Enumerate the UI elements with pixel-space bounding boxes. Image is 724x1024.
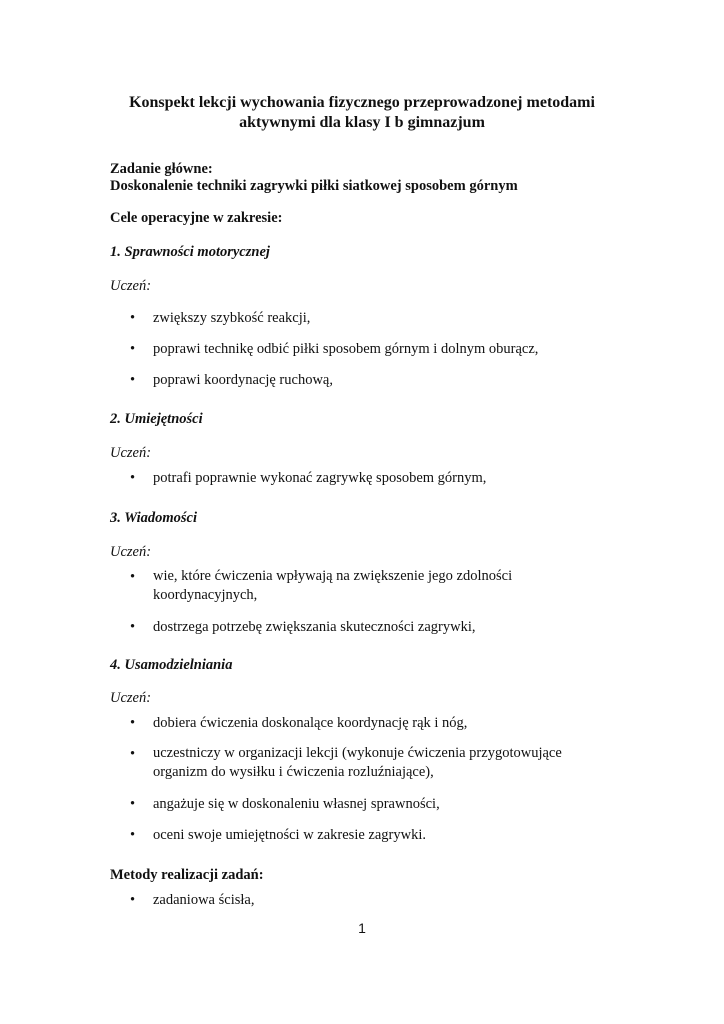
section-heading: 4. Usamodzielniania xyxy=(110,657,233,673)
bullet-icon: • xyxy=(130,341,136,357)
bullet-icon: • xyxy=(130,569,136,585)
bullet-icon: • xyxy=(130,619,136,635)
list-item: dobiera ćwiczenia doskonalące koordynację rąk i nóg, xyxy=(153,715,468,731)
title-line-1: Konspekt lekcji wychowania fizycznego przeprowadzonej metodami xyxy=(129,94,595,111)
section-heading: 3. Wiadomości xyxy=(110,510,198,526)
list-item: poprawi koordynację ruchową, xyxy=(153,372,333,388)
document-title xyxy=(100,93,624,133)
bullet-icon: • xyxy=(130,470,136,486)
student-label: Uczeń: xyxy=(110,445,152,461)
list-item: angażuje się w doskonaleniu własnej sprawności, xyxy=(153,796,440,812)
list-item: zwiększy szybkość reakcji, xyxy=(153,310,311,326)
list-item: potrafi poprawnie wykonać zagrywkę sposobem górnym, xyxy=(153,470,487,486)
bullet-icon: • xyxy=(130,796,136,812)
bullet-icon: • xyxy=(130,310,136,326)
bullet-icon: • xyxy=(130,715,136,731)
methods-heading: Metody realizacji zadań: xyxy=(110,867,264,883)
main-task-text: Doskonalenie techniki zagrywki piłki siatkowej sposobem górnym xyxy=(110,178,518,194)
bullet-icon: • xyxy=(130,372,136,388)
goals-heading: Cele operacyjne w zakresie: xyxy=(110,210,283,226)
list-item: zadaniowa ścisła, xyxy=(153,892,255,908)
page-number: 1 xyxy=(358,920,366,936)
section-heading: 2. Umiejętności xyxy=(110,411,203,427)
title-line-2: aktywnymi dla klasy I b gimnazjum xyxy=(239,114,485,131)
section-heading: 1. Sprawności motorycznej xyxy=(110,244,270,260)
bullet-icon: • xyxy=(130,827,136,843)
student-label: Uczeń: xyxy=(110,278,152,294)
student-label: Uczeń: xyxy=(110,544,152,560)
list-item: wie, które ćwiczenia wpływają na zwiększenie jego zdolności koordynacyjnych, xyxy=(153,568,513,603)
main-task-label: Zadanie główne: xyxy=(110,161,213,177)
bullet-icon: • xyxy=(130,746,136,762)
list-item: dostrzega potrzebę zwiększania skuteczności zagrywki, xyxy=(153,619,476,635)
student-label: Uczeń: xyxy=(110,690,152,706)
bullet-icon: • xyxy=(130,892,136,908)
list-item: uczestniczy w organizacji lekcji (wykonuje ćwiczenia przygotowujące organizm do wysiłku i ćwiczenia rozluźniające), xyxy=(153,745,562,780)
list-item: poprawi technikę odbić piłki sposobem górnym i dolnym oburącz, xyxy=(153,341,539,357)
list-item: oceni swoje umiejętności w zakresie zagrywki. xyxy=(153,827,426,843)
